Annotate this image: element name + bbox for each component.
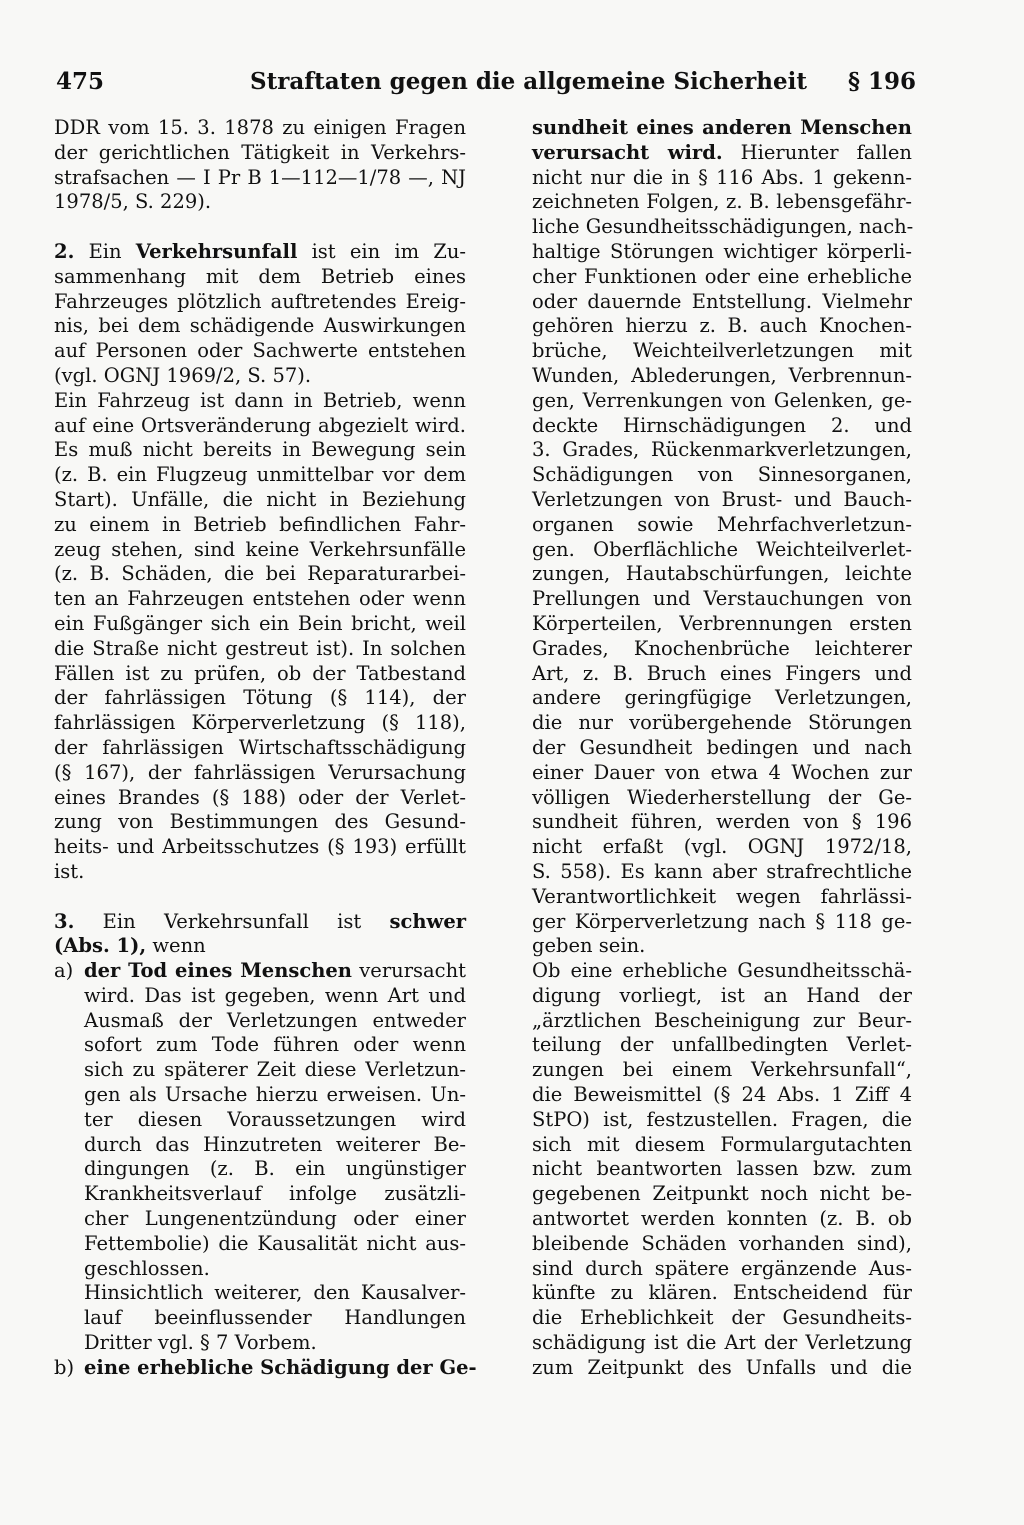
text-line: durch das Hinzutreten weiterer Be- xyxy=(84,1132,466,1156)
header-title: Straftaten gegen die allgemeine Sicherheit xyxy=(250,68,807,95)
text-line: liche Gesundheitsschädigungen, nach- xyxy=(532,215,914,239)
text-line: Dritter vgl. § 7 Vorbem. xyxy=(84,1331,317,1355)
text-line: Ausmaß der Verletzungen entweder xyxy=(84,1008,466,1032)
text-line: zungen, Hautabschürfungen, leichte xyxy=(532,562,912,586)
text-line: gegebenen Zeitpunkt noch nicht be- xyxy=(532,1182,912,1206)
text-line: 3. Grades, Rückenmarkverletzungen, xyxy=(532,438,912,462)
text-line: Fettembolie) die Kausalität nicht aus- xyxy=(84,1231,466,1255)
paragraph-number: 2. xyxy=(54,239,75,263)
text-line: digung vorliegt, ist an Hand der xyxy=(532,983,912,1007)
text-line: schädigung ist die Art der Verletzung xyxy=(532,1331,912,1355)
text-line: Fällen ist zu prüfen, ob der Tatbestand xyxy=(54,661,466,685)
item-label: a) xyxy=(54,959,74,983)
text-line: (z. B. ein Flugzeug unmittelbar vor dem xyxy=(54,463,466,487)
text-line: nis, bei dem schädigende Auswirkungen xyxy=(54,314,466,338)
text-line: Verantwortlichkeit wegen fahrlässi- xyxy=(532,884,912,908)
text-line: der gerichtlichen Tätigkeit in Verkehrs- xyxy=(54,140,466,164)
text-line: geschlossen. xyxy=(84,1256,210,1280)
text-line: gen als Ursache hierzu erweisen. Un- xyxy=(84,1083,466,1107)
text-line: Es muß nicht bereits in Bewegung sein xyxy=(54,438,466,462)
text-line: sich mit diesem Formulargutachten xyxy=(532,1132,912,1156)
text-line: Ob eine erhebliche Gesundheitsschä- xyxy=(532,959,912,983)
text-line: gen, Verrenkungen von Gelenken, ge- xyxy=(532,388,912,412)
text-line: verursacht wird. Hierunter fallen xyxy=(532,140,912,164)
text-line: nicht beantworten lassen bzw. zum xyxy=(532,1157,912,1181)
text-line: zeichneten Folgen, z. B. lebensgefähr- xyxy=(532,190,912,214)
text-line: Körperteilen, Verbrennungen ersten xyxy=(532,611,912,635)
text-line: brüche, Weichteilverletzungen mit xyxy=(532,339,912,363)
text-line: sammenhang mit dem Betrieb eines xyxy=(54,264,466,288)
text-line: die nur vorübergehende Störungen xyxy=(532,711,912,735)
text-line: der Gesundheit bedingen und nach xyxy=(532,735,912,759)
right-column xyxy=(532,116,912,1381)
text-line: StPO) ist, festzustellen. Fragen, die xyxy=(532,1107,912,1131)
text-line: (vgl. OGNJ 1969/2, S. 57). xyxy=(54,363,312,387)
text-line: ter diesen Voraussetzungen wird xyxy=(84,1107,466,1131)
text-line: haltige Störungen wichtiger körperli- xyxy=(532,239,912,263)
text-line: antwortet werden konnten (z. B. ob xyxy=(532,1207,912,1231)
running-header xyxy=(56,68,916,102)
text-line: ger Körperverletzung nach § 118 ge- xyxy=(532,909,912,933)
text-line: DDR vom 15. 3. 1878 zu einigen Fragen xyxy=(54,116,466,139)
text-line: (Abs. 1), wenn xyxy=(54,934,206,958)
paragraph-number: 3. xyxy=(54,909,75,933)
text-line: sundheit führen, werden von § 196 xyxy=(532,810,912,834)
text-line: teilung der unfallbedingten Verlet- xyxy=(532,1033,912,1057)
text-line: zung von Bestimmungen des Gesund- xyxy=(54,810,466,834)
text-line: lauf beeinflussender Handlungen xyxy=(84,1306,466,1330)
text-line: künfte zu klären. Entscheidend für xyxy=(532,1281,912,1305)
text-line: sind durch spätere ergänzende Aus- xyxy=(532,1256,912,1280)
text-line: oder dauernde Entstellung. Vielmehr xyxy=(532,289,912,313)
term-verkehrsunfall: Verkehrsunfall xyxy=(135,239,298,263)
text-line: Grades, Knochenbrüche leichterer xyxy=(532,636,912,660)
paragraph-3-first-line: 3. Ein Verkehrsunfall ist schwer xyxy=(54,909,466,933)
text-line: völligen Wiederherstellung der Ge- xyxy=(532,785,912,809)
text-line: gen. Oberflächliche Weichteilverlet- xyxy=(532,537,912,561)
text-line: einer Dauer von etwa 4 Wochen zur xyxy=(532,760,912,784)
text-line: nicht erfaßt (vgl. OGNJ 1972/18, xyxy=(532,835,912,859)
text-line: (z. B. Schäden, die bei Reparaturarbei- xyxy=(54,562,466,586)
text-line: bleibende Schäden vorhanden sind), xyxy=(532,1231,912,1255)
text-line: zu einem in Betrieb befindlichen Fahr- xyxy=(54,512,466,536)
item-label: b) xyxy=(54,1355,75,1379)
text-line: andere geringfügige Verletzungen, xyxy=(532,686,912,710)
text-line: cher Funktionen oder eine erhebliche xyxy=(532,264,912,288)
text-line: organen sowie Mehrfachverletzun- xyxy=(532,512,912,536)
item-b-first-line: b) eine erhebliche Schädigung der Ge- xyxy=(54,1355,477,1379)
section-number: § 196 xyxy=(847,68,916,95)
text-line: Start). Unfälle, die nicht in Beziehung xyxy=(54,487,466,511)
text-line: gehören hierzu z. B. auch Knochen- xyxy=(532,314,912,338)
text-line: Verletzungen von Brust- und Bauch- xyxy=(532,487,912,511)
text-line: der fahrlässigen Wirtschaftsschädigung xyxy=(54,735,466,759)
text-line: die Beweismittel (§ 24 Abs. 1 Ziff 4 xyxy=(532,1083,912,1107)
text-line: zeug stehen, sind keine Verkehrsunfälle xyxy=(54,537,466,561)
text-line: auf eine Ortsveränderung abgezielt wird. xyxy=(54,413,466,437)
text-line: nicht nur die in § 116 Abs. 1 gekenn- xyxy=(532,165,912,189)
text-line: Hinsichtlich weiterer, den Kausalver- xyxy=(84,1281,466,1305)
text-line: strafsachen — I Pr B 1—112—1/78 —, NJ xyxy=(54,165,466,189)
text-line: ein Fußgänger sich ein Bein bricht, weil xyxy=(54,611,466,635)
text-line: der fahrlässigen Tötung (§ 114), der xyxy=(54,686,466,710)
text-line: deckte Hirnschädigungen 2. und xyxy=(532,413,912,437)
text-line: Art, z. B. Bruch eines Fingers und xyxy=(532,661,912,685)
text-line: S. 558). Es kann aber strafrechtliche xyxy=(532,859,912,883)
text-line: „ärztlichen Bescheinigung zur Beur- xyxy=(532,1008,912,1032)
text-line: Schädigungen von Sinnesorganen, xyxy=(532,463,912,487)
text-line: Ein Fahrzeug ist dann in Betrieb, wenn xyxy=(54,388,466,412)
text-line: zum Zeitpunkt des Unfalls und die xyxy=(532,1355,912,1379)
text-line: ist. xyxy=(54,859,85,883)
text-line: die Erheblichkeit der Gesundheits- xyxy=(532,1306,912,1330)
text-line: Prellungen und Verstauchungen von xyxy=(532,587,912,611)
left-column xyxy=(54,116,477,1381)
text-line: Wunden, Ablederungen, Verbrennun- xyxy=(532,363,912,387)
term-schwer: schwer xyxy=(389,909,466,933)
text-line: sich zu späterer Zeit diese Verletzun- xyxy=(84,1058,466,1082)
text-line: sundheit eines anderen Menschen xyxy=(532,116,912,139)
text-line: sofort zum Tode führen oder wenn xyxy=(84,1033,466,1057)
text-line: fahrlässigen Körperverletzung (§ 118), xyxy=(54,711,466,735)
item-a-first-line: a) der Tod eines Menschen verursacht xyxy=(54,959,466,983)
text-line: geben sein. xyxy=(532,934,646,958)
text-line: dingungen (z. B. ein ungünstiger xyxy=(84,1157,466,1181)
text-line: ten an Fahrzeugen entstehen oder wenn xyxy=(54,587,466,611)
text-line: die Straße nicht gestreut ist). In solchen xyxy=(54,636,466,660)
text-line: wird. Das ist gegeben, wenn Art und xyxy=(84,983,466,1007)
text-line: Krankheitsverlauf infolge zusätzli- xyxy=(84,1182,466,1206)
paragraph-2-first-line: 2. Ein Verkehrsunfall ist ein im Zu- xyxy=(54,239,466,263)
text-line: auf Personen oder Sachwerte entstehen xyxy=(54,339,466,363)
text-line: cher Lungenentzündung oder einer xyxy=(84,1207,466,1231)
text-line: Fahrzeuges plötzlich auftretendes Ereig- xyxy=(54,289,466,313)
text-line: (§ 167), der fahrlässigen Verursachung xyxy=(54,760,466,784)
page-number: 475 xyxy=(56,68,105,95)
text-line: heits- und Arbeitsschutzes (§ 193) erfüllt xyxy=(54,835,466,859)
text-line: zungen bei einem Verkehrsunfall“, xyxy=(532,1058,912,1082)
text-line: eines Brandes (§ 188) oder der Verlet- xyxy=(54,785,466,809)
text-line: 1978/5, S. 229). xyxy=(54,190,212,214)
